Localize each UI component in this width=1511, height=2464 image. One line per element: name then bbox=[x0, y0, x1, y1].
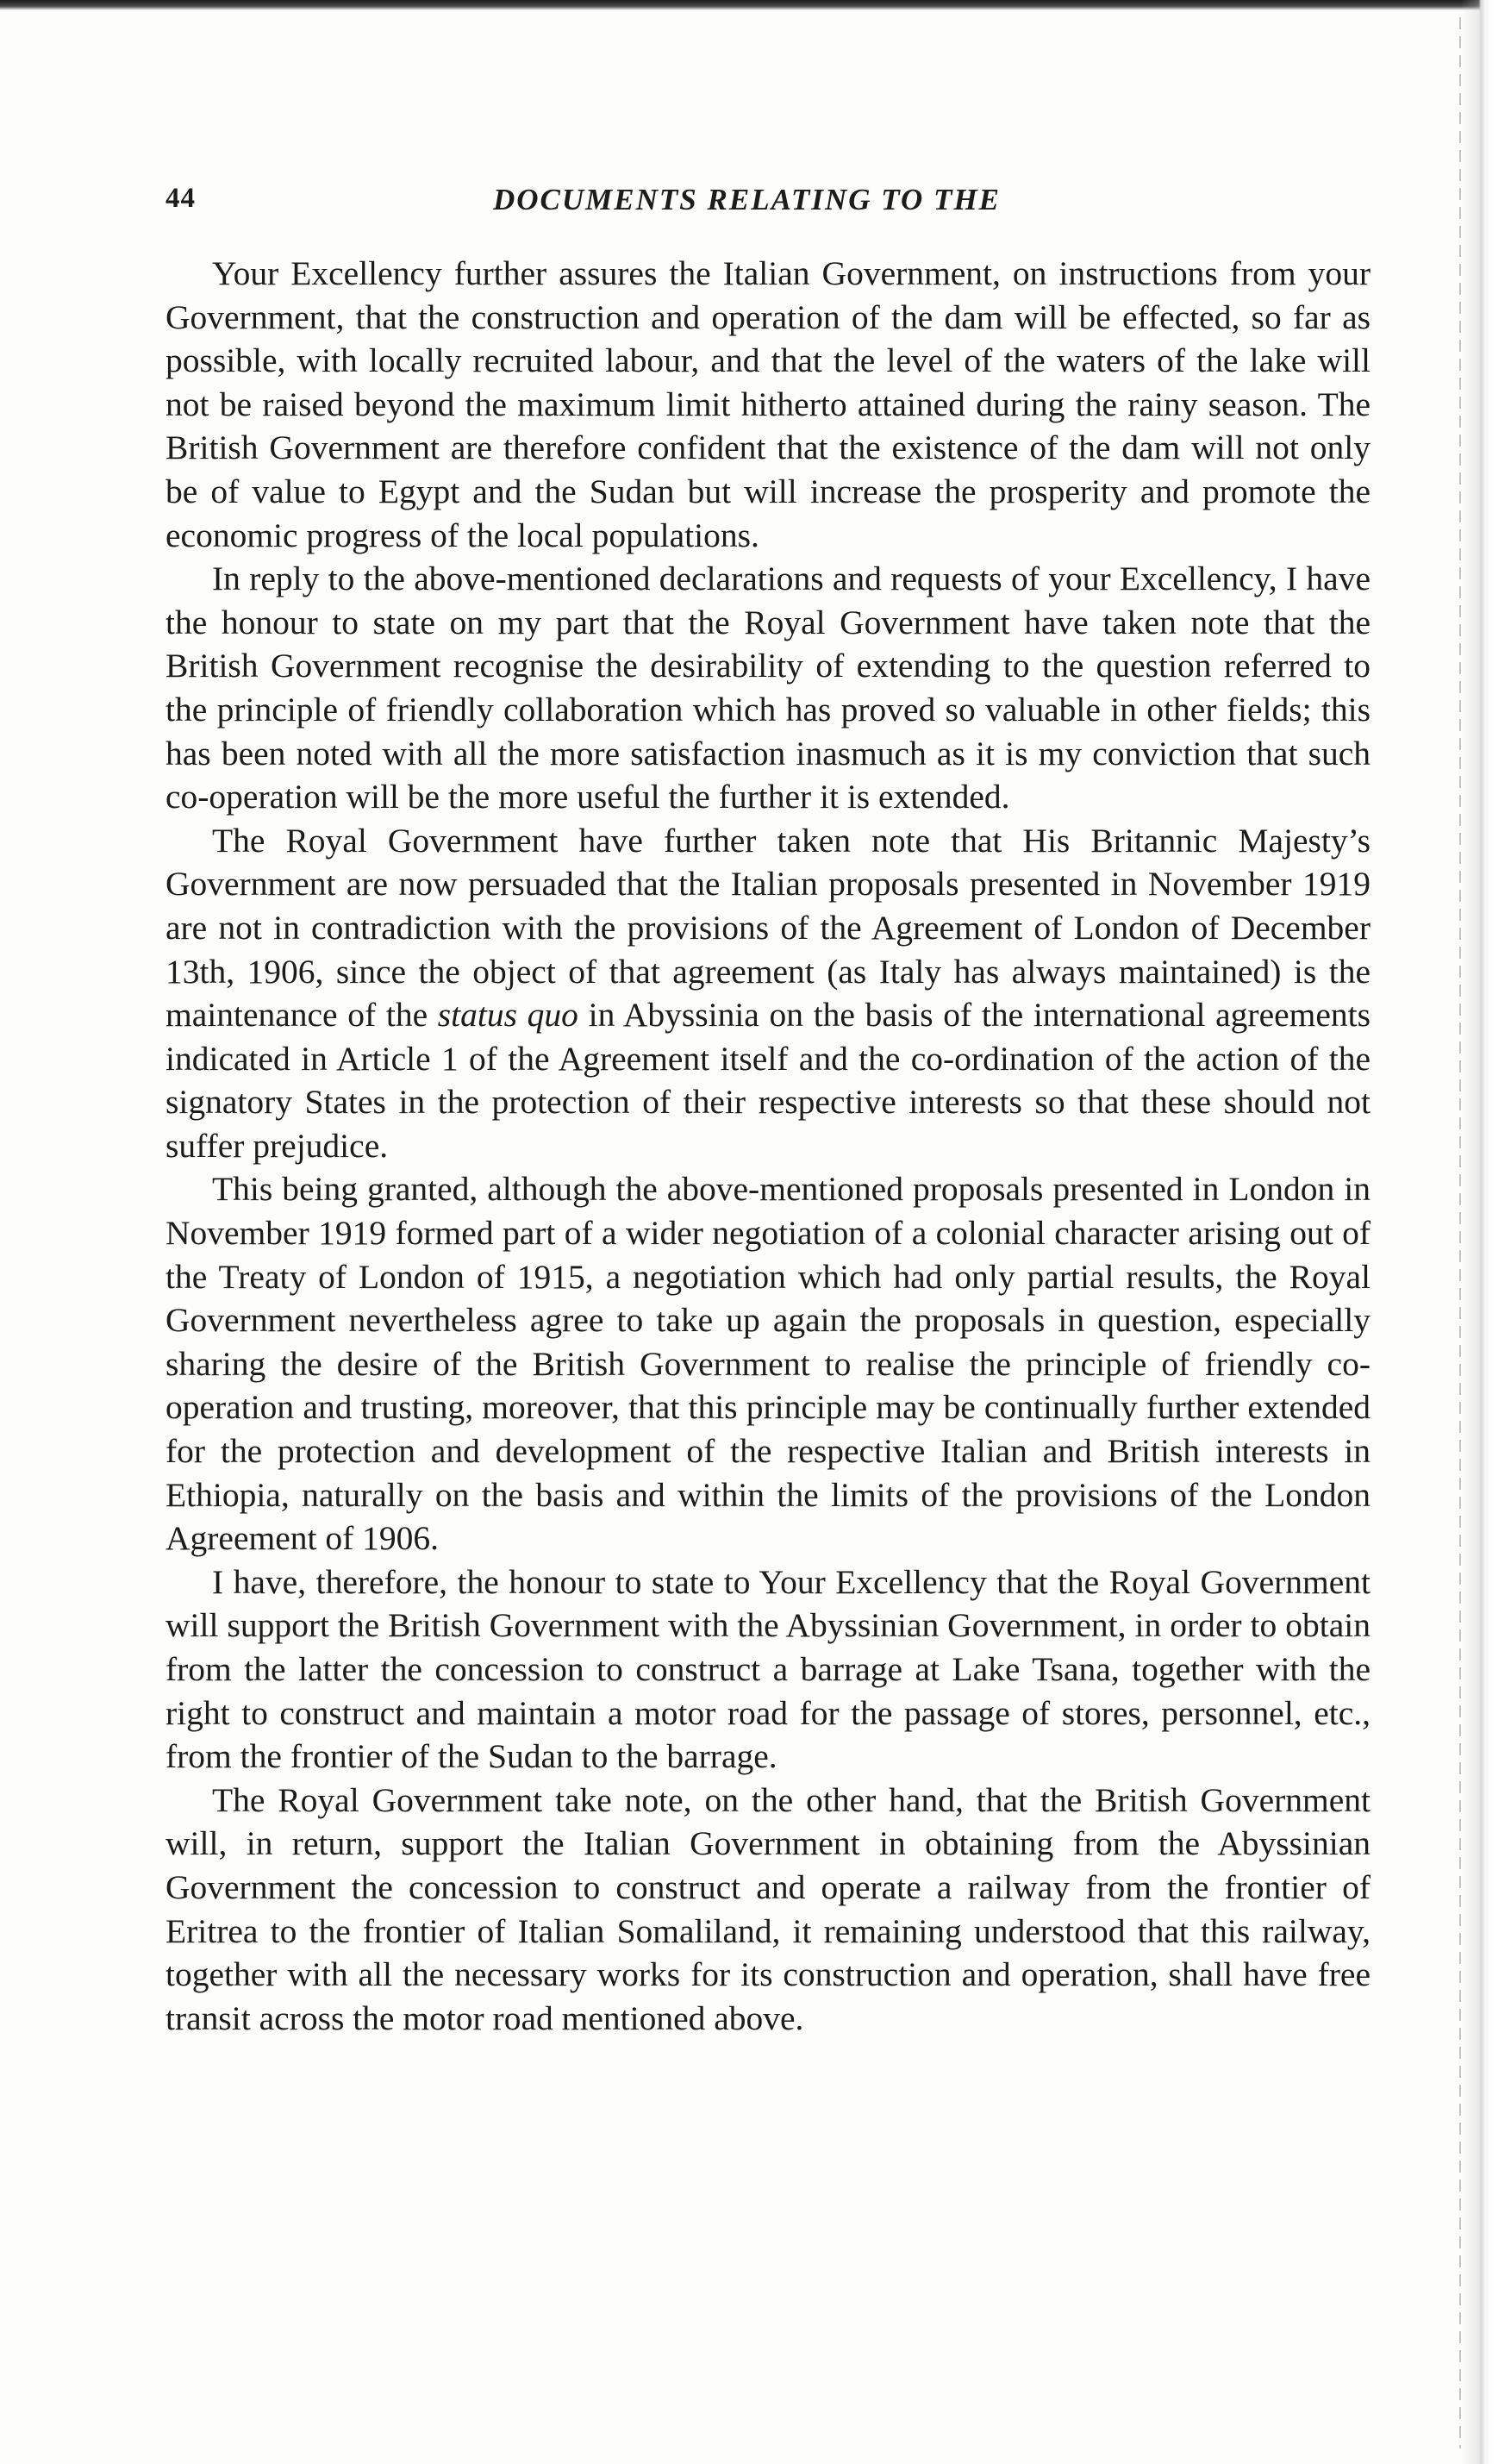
scan-binding-edge bbox=[1459, 17, 1461, 2448]
paragraph-agreement-1906-part1: The Royal Government have further taken note that His Britannic Majesty’s Government are now persuaded that the Italian proposals presented in November 1919 are not in contradiction with the provisions of the Agreement of London of December 13th, 1906, since the object of that agreement (as Italy has always maintained) is the maintenance of the bbox=[165, 821, 1371, 1035]
page-header bbox=[165, 183, 1372, 235]
paragraph-support-barrage: I have, therefore, the honour to state to Your Excellency that the Royal Government will support the British Government with the Abyssinian Government, in order to obtain from the latter the concession to construct a barrage at Lake Tsana, together with the right to construct and maintain a motor road for the passage of stores, personnel, etc., from the frontier of the Sudan to the barrage. bbox=[165, 1562, 1371, 1776]
scan-top-border bbox=[0, 0, 1511, 10]
italic-status-quo: status quo bbox=[437, 996, 578, 1035]
scan-binding-shadow bbox=[1461, 0, 1511, 2464]
paragraph-agreement-1906 bbox=[165, 819, 1371, 1168]
paragraph-agreement-1906-part2: in Abyssinia on the basis of the international agreements indicated in Article 1 of the Agreement itself and the co-ordination of the action of the signatory States in the protection of their respective interests so that these should not suffer prejudice. bbox=[165, 996, 1371, 1165]
paragraph-proposals-granted: This being granted, although the above-mentioned proposals presented in London in November 1919 formed part of a wider negotiation of a colonial character arising out of the Treaty of London of 1915, a negotiation which had only partial results, the Royal Government nevertheless agree to take up again the proposals in question, especially sharing the desire of the British Government to realise the principle of friendly cooperation and trusting, moreover, that this principle may be continually further extended for the protection and development of the respective Italian and British interests in Ethiopia, naturally on the basis and within the limits of the provisions of the London Agreement of 1906. bbox=[165, 1170, 1371, 1558]
paragraph-railway-support: The Royal Government take note, on the other hand, that the British Government will, in return, support the Italian Government in obtaining from the Abyssinian Government the concession to construct and operate a railway from the frontier of Eritrea to the frontier of Italian Somaliland, it remaining understood that this railway, together with all the necessary works for its construction and operation, shall have free transit across the motor road mentioned above. bbox=[165, 1780, 1371, 2037]
paragraph-reply-collaboration: In reply to the above-mentioned declarations and requests of your Excellency, I have the honour to state on my part that the Royal Government have taken note that the British Government recognise the desirability of extending to the question referred to the principle of friendly collaboration which has proved so valuable in other fields; this has been noted with all the more satisfaction inasmuch as it is my conviction that such co-operation will be the more useful the further it is extended. bbox=[165, 560, 1371, 816]
page-number: 44 bbox=[165, 183, 196, 214]
body-text bbox=[165, 252, 1371, 2040]
paragraph-dam-assurances: Your Excellency further assures the Italian Government, on instructions from your Government, that the construction and operation of the dam will be effected, so far as possible, with locally recruited labour, and that the level of the waters of the lake will not be raised beyond the maximum limit hitherto attained during the rainy season. The British Government are therefore confident that the existence of the dam will not only be of value to Egypt and the Sudan but will increase the prosperity and promote the economic progress of the local populations. bbox=[165, 254, 1371, 554]
running-title: DOCUMENTS RELATING TO THE bbox=[493, 183, 1002, 216]
